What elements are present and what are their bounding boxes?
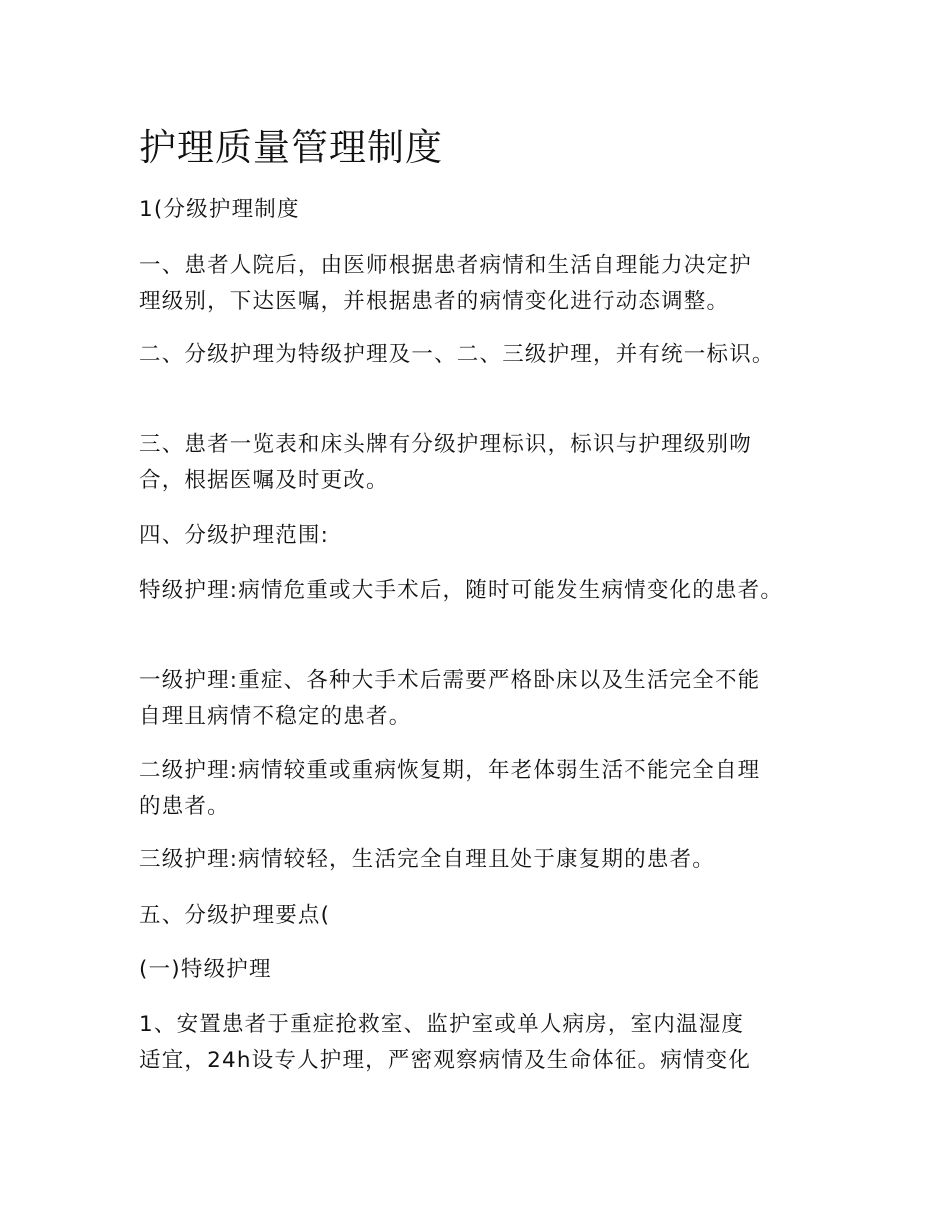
paragraph-line: (一)特级护理 [139,957,272,982]
section-heading: 1(分级护理制度 [139,197,300,222]
paragraph-8 [139,842,829,878]
paragraph-line: 三、患者一览表和床头牌有分级护理标识，标识与护理级别吻 [139,432,752,457]
paragraph-11 [139,1007,829,1079]
document-title: 护理质量管理制度 [139,126,443,169]
paragraph-line: 适宜，24h设专人护理，严密观察病情及生命体征。病情变化 [139,1048,752,1073]
paragraph-line: 特级护理:病情危重或大手术后，随时可能发生病情变化的患者。 [139,578,784,603]
paragraph-line: 的患者。 [139,794,230,819]
paragraph-4 [139,518,829,554]
paragraph-9 [139,898,829,934]
paragraph-2 [139,337,829,373]
paragraph-5 [139,573,829,609]
paragraph-line: 五、分级护理要点( [139,903,331,928]
paragraph-6 [139,663,829,735]
paragraph-line: 二级护理:病情较重或重病恢复期，年老体弱生活不能完全自理 [139,758,761,783]
paragraph-line: 四、分级护理范围: [139,523,330,548]
paragraph-line: 理级别，下达医嘱，并根据患者的病情变化进行动态调整。 [139,289,730,314]
paragraph-3 [139,427,829,499]
paragraph-line: 二、分级护理为特级护理及一、二、三级护理，并有统一标识。 [139,342,775,367]
paragraph-line: 一、患者人院后，由医师根据患者病情和生活自理能力决定护 [139,253,752,278]
paragraph-line: 合，根据医嘱及时更改。 [139,468,389,493]
paragraph-line: 自理且病情不稳定的患者。 [139,704,412,729]
paragraph-line: 一级护理:重症、各种大手术后需要严格卧床以及生活完全不能 [139,668,761,693]
paragraph-line: 三级护理:病情较轻，生活完全自理且处于康复期的患者。 [139,847,715,872]
paragraph-1 [139,248,829,320]
paragraph-line: 1、安置患者于重症抢救室、监护室或单人病房，室内温湿度 [139,1012,745,1037]
paragraph-7 [139,753,829,825]
paragraph-10 [139,952,829,988]
